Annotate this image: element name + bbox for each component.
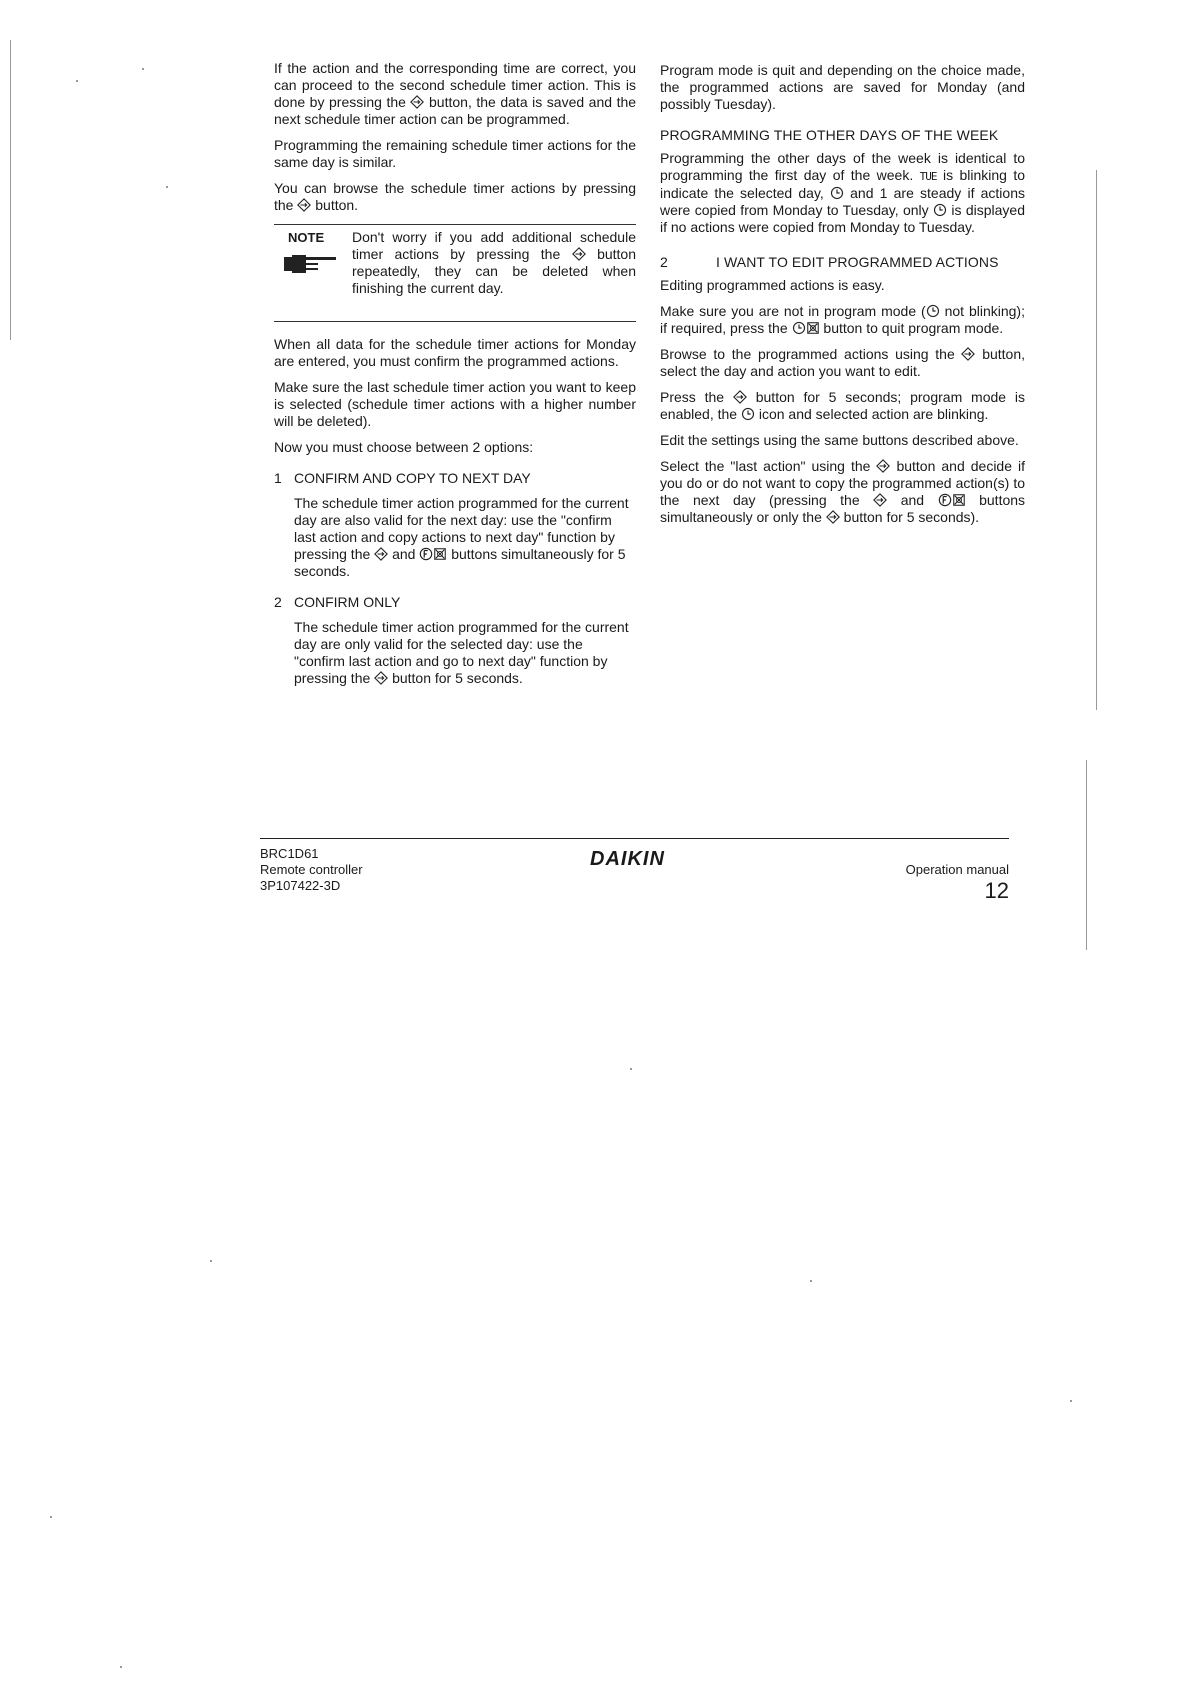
confirm-arrow-icon xyxy=(297,198,311,212)
confirm-arrow-icon xyxy=(733,390,747,404)
footer-manual-title: Operation manual xyxy=(905,862,1009,877)
scan-speck xyxy=(142,68,144,70)
confirm-arrow-icon xyxy=(374,671,388,685)
footer-product-info xyxy=(260,846,363,894)
scan-edge-line xyxy=(1096,170,1097,710)
clock-icon xyxy=(741,407,755,421)
confirm-arrow-icon xyxy=(826,510,840,524)
daikin-logo: DAIKIN xyxy=(590,848,665,870)
delete-schedule-icon xyxy=(433,547,447,561)
footer-model: BRC1D61 xyxy=(260,846,319,861)
scan-speck xyxy=(210,1260,212,1262)
footer-rule xyxy=(260,838,1009,839)
confirm-arrow-icon xyxy=(374,547,388,561)
clock-icon xyxy=(792,321,806,335)
delete-schedule-icon xyxy=(952,493,966,507)
clock-icon xyxy=(926,304,940,318)
scan-speck xyxy=(120,1666,122,1668)
heading-other-days: PROGRAMMING THE OTHER DAYS OF THE WEEK xyxy=(660,127,999,143)
confirm-arrow-icon xyxy=(961,347,975,361)
paragraph-proceed: If the action and the corresponding time are correct, you can proceed to the second schedule timer action. This is done by pressing the button, the data is saved and the next schedule timer action can be programmed. xyxy=(274,60,637,127)
paragraph-browse-actions: Browse to the programmed actions using the button, select the day and action you want to edit. xyxy=(660,346,1026,379)
heading-edit-actions: 2 I WANT TO EDIT PROGRAMMED ACTIONS xyxy=(660,254,999,270)
note-box xyxy=(274,224,636,322)
paragraph-last-action: Make sure the last schedule timer action you want to keep is selected (schedule timer actions with a higher number will be deleted). xyxy=(274,379,636,429)
option-2-heading: 2 CONFIRM ONLY xyxy=(274,594,401,610)
confirm-arrow-icon xyxy=(876,459,890,473)
page-number: 12 xyxy=(984,878,1009,903)
scan-speck xyxy=(50,1516,52,1518)
paragraph-other-days: Programming the other days of the week is identical to programming the first day of the week. TUE is blinking to indicate the selected day, and 1 are steady if actions were copied from Monday to Tuesday, only is displayed if no actions were copied from Monday to Tuesday. xyxy=(660,150,1026,235)
scan-speck xyxy=(166,186,168,188)
option-1-heading: 1 CONFIRM AND COPY TO NEXT DAY xyxy=(274,470,531,486)
copy-day-icon xyxy=(419,547,433,561)
confirm-arrow-icon xyxy=(410,95,424,109)
clock-icon xyxy=(830,186,844,200)
scan-edge-line xyxy=(10,40,11,340)
paragraph-select-last-action: Select the "last action" using the button and decide if you do or do not want to copy the programmed action(s) to the next day (pressing the and buttons simultaneously or only the button for 5 seconds). xyxy=(660,458,1026,525)
paragraph-press-button: Press the button for 5 seconds; program mode is enabled, the icon and selected action are blinking. xyxy=(660,389,1026,422)
paragraph-editing-easy: Editing programmed actions is easy. xyxy=(660,277,885,293)
scan-speck xyxy=(1070,1400,1072,1402)
delete-schedule-icon xyxy=(806,321,820,335)
paragraph-program-quit: Program mode is quit and depending on the choice made, the programmed actions are saved for Monday (and possibly Tuesday). xyxy=(660,62,1025,112)
option-1-text: The schedule timer action programmed for the current day are also valid for the next day: use the "confirm last action and copy actions to next day" function by pressing the and buttons simultaneously for 5 seconds. xyxy=(294,495,629,579)
scan-speck xyxy=(630,1068,632,1070)
paragraph-not-program-mode: Make sure you are not in program mode ( not blinking); if required, press the button to quit program mode. xyxy=(660,303,1025,336)
copy-day-icon xyxy=(938,493,952,507)
left-column xyxy=(274,60,636,696)
right-column xyxy=(660,62,1025,535)
tue-indicator: TUE xyxy=(919,170,937,183)
scan-edge-line xyxy=(1086,760,1087,950)
clock-icon xyxy=(933,203,947,217)
option-2-text: The schedule timer action programmed for the current day are only valid for the selected day: use the "confirm last action and go to next day" function by pressing the button for 5 seconds. xyxy=(294,619,629,686)
paragraph-remaining: Programming the remaining schedule timer actions for the same day is similar. xyxy=(274,137,636,170)
note-label: NOTE xyxy=(288,230,325,245)
footer-code: 3P107422-3D xyxy=(260,878,341,893)
paragraph-edit-settings: Edit the settings using the same buttons described above. xyxy=(660,432,1019,448)
scan-speck xyxy=(810,1280,812,1282)
confirm-arrow-icon xyxy=(873,493,887,507)
confirm-arrow-icon xyxy=(572,247,586,261)
note-text: Don't worry if you add additional schedule timer actions by pressing the button repeatedly, they can be deleted when finishing the current day. xyxy=(352,229,636,296)
scan-speck xyxy=(76,80,78,82)
paragraph-options: Now you must choose between 2 options: xyxy=(274,439,534,455)
day-one-indicator: 1 xyxy=(879,185,888,201)
paragraph-browse: You can browse the schedule timer actions by pressing the button. xyxy=(274,180,636,213)
footer-product: Remote controller xyxy=(260,862,363,877)
note-hand-icon xyxy=(282,251,338,275)
paragraph-confirm: When all data for the schedule timer actions for Monday are entered, you must confirm the programmed actions. xyxy=(274,336,636,369)
